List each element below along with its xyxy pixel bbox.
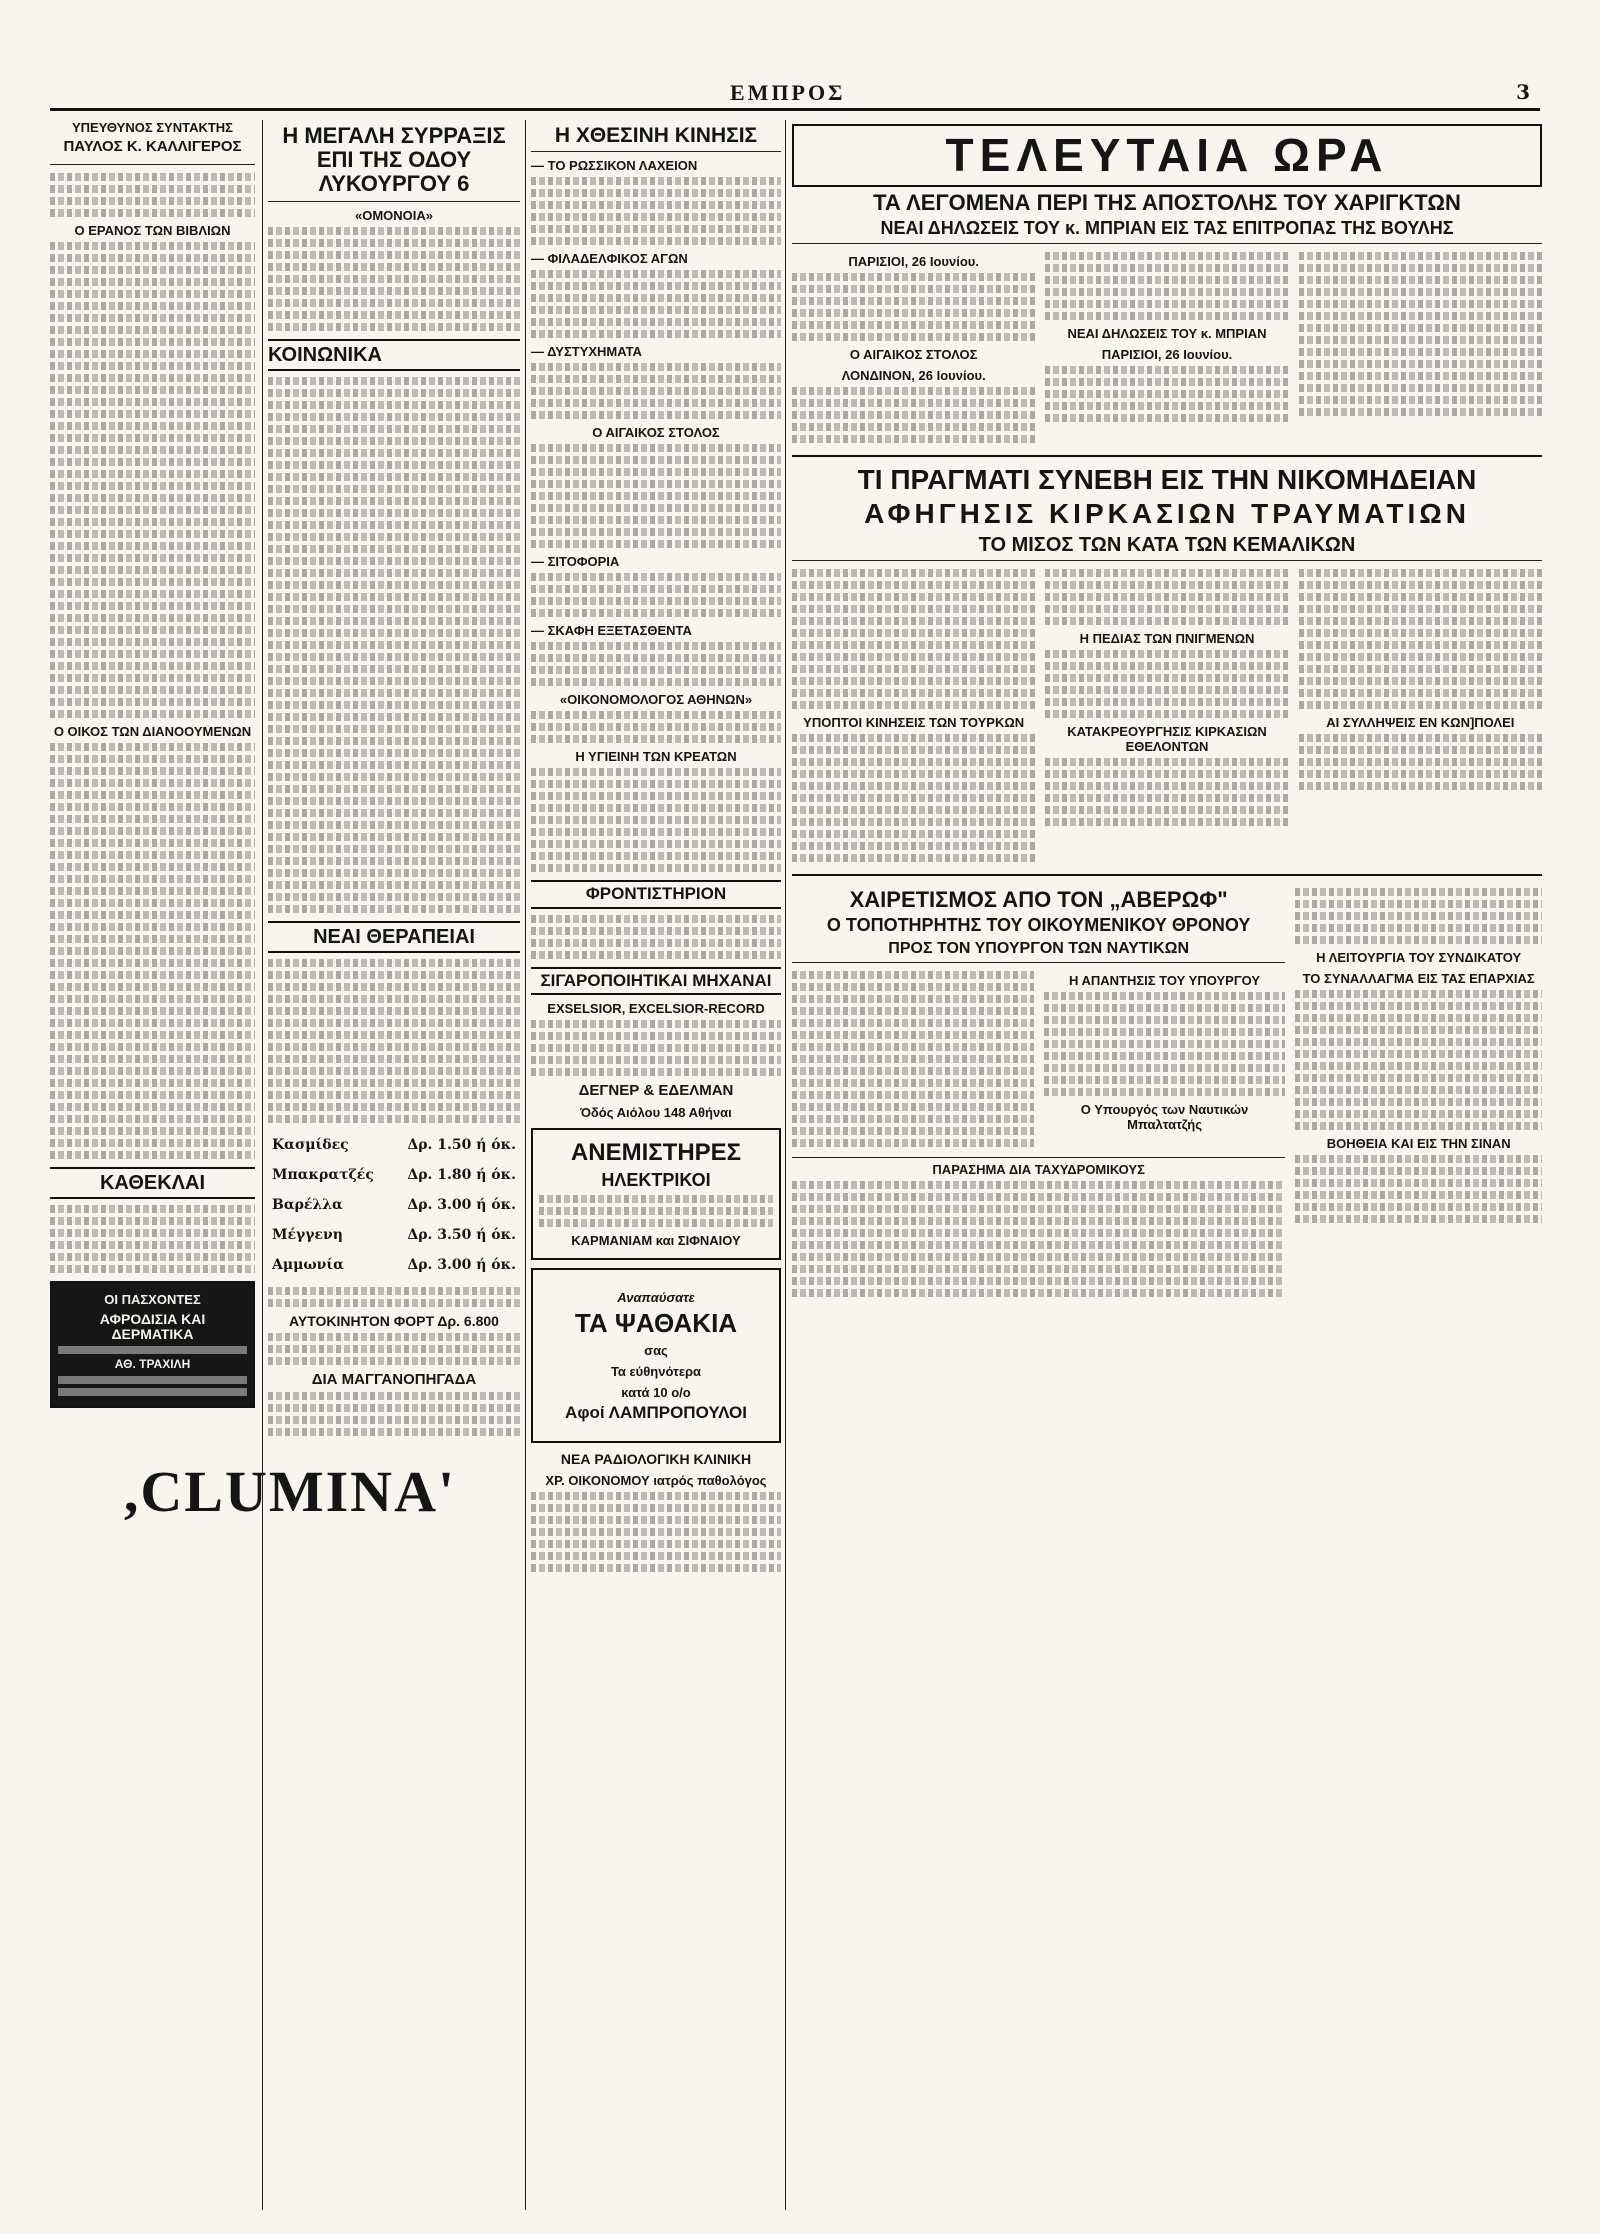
story-subhead: ΥΠΟΠΤΟΙ ΚΙΝΗΣΕΙΣ ΤΩΝ ΤΟΥΡΚΩΝ: [803, 715, 1025, 731]
auto-ford-line: ΑΥΤΟΚΙΝΗΤΟΝ ΦΟΡΤ Δρ. 6.800: [289, 1312, 499, 1329]
nikomedeia-subhead: ΑΦΗΓΗΣΙΣ ΚΙΡΚΑΣΙΩΝ ΤΡΑΥΜΑΤΙΩΝ: [864, 498, 1470, 530]
ygieini-heading: Η ΥΓΙΕΙΝΗ ΤΩΝ ΚΡΕΑΤΩΝ: [575, 749, 737, 765]
column-3: [531, 120, 781, 2210]
top-story-col: [1045, 248, 1288, 447]
averof-story: [792, 884, 1285, 1301]
story-subhead: Η ΠΕΔΙΑΣ ΤΩΝ ΠΝΙΓΜΕΝΩΝ: [1079, 631, 1255, 647]
price-list: [268, 1137, 520, 1273]
avgikos-heading: Ο ΑΙΓΑΙΚΟΣ ΣΤΟΛΟΣ: [592, 425, 720, 441]
xthesini-heading: Η ΧΘΕΣΙΝΗ ΚΙΝΗΣΙΣ: [531, 124, 781, 152]
nikomedeia-columns: [792, 565, 1542, 866]
column-rule: [785, 120, 786, 2210]
degner-heading: ΔΕΓΝΕΡ & ΕΔΕΛΜΑΝ: [578, 1082, 734, 1100]
top-story-col: [1299, 248, 1542, 447]
lower-section: [792, 884, 1542, 1301]
averof-subhead-1: Ο ΤΟΠΟΤΗΡΗΤΗΣ ΤΟΥ ΟΙΚΟΥΜΕΝΙΚΟΥ ΘΡΟΝΟΥ: [826, 915, 1251, 936]
oikonomologos-heading: «ΟΙΚΟΝΟΜΟΛΟΓΟΣ ΑΘΗΝΩΝ»: [559, 692, 753, 708]
averof-subhead-2: ΠΡΟΣ ΤΟΝ ΥΠΟΥΡΓΟΝ ΤΩΝ ΝΑΥΤΙΚΩΝ: [792, 940, 1285, 963]
klinike-heading: ΝΕΑ ΡΑΔΙΟΛΟΓΙΚΗ ΚΛΙΝΙΚΗ: [560, 1450, 752, 1467]
ad-line: Τα εύθηνότερα: [610, 1364, 702, 1380]
boitheia-heading: ΒΟΗΘΕΙΑ ΚΑΙ ΕΙΣ ΤΗΝ ΣΙΝΑΝ: [1326, 1136, 1511, 1152]
right-column: [1295, 884, 1542, 1301]
story-col: [792, 967, 1034, 1151]
price-item: Μπακρατζές: [272, 1166, 374, 1183]
newspaper-name: ΕΜΠΡΟΣ: [730, 80, 846, 105]
koinonika-heading: ΚΟΙΝΩΝΙΚΑ: [268, 339, 520, 371]
price-value: Δρ. 1.80 ή όκ.: [407, 1166, 516, 1183]
dateline: Ο ΑΙΓΑΙΚΟΣ ΣΤΟΛΟΣ: [849, 346, 978, 362]
ad-line: ΑΦΡΟΔΙΣΙΑ ΚΑΙ ΔΕΡΜΑΤΙΚΑ: [99, 1310, 206, 1343]
ad-line: Αναπαύσατε: [617, 1289, 695, 1305]
dateline: ΛΟΝΔΙΝΟΝ, 26 Ιουνίου.: [841, 367, 986, 383]
sitofora-heading: — ΣΙΤΟΦΟΡΙΑ: [531, 554, 620, 570]
parasima-heading: ΠΑΡΑΣΗΜΑ ΔΙΑ ΤΑΧΥΔΡΟΜΙΚΟΥΣ: [792, 1157, 1285, 1177]
price-value: Δρ. 1.50 ή όκ.: [407, 1136, 516, 1153]
ad-line: ΚΑΡΜΑΝΙΑΜ και ΣΙΦΝΑΙΟΥ: [571, 1232, 741, 1248]
ad-line: σας: [644, 1343, 668, 1359]
skafi-heading: — ΣΚΑΦΗ ΕΞΕΤΑΣΘΕΝΤΑ: [531, 623, 692, 639]
dateline: ΠΑΡΙΣΙΟΙ, 26 Ιουνίου.: [848, 253, 979, 269]
clumina-ad-title: ,CLUMINA': [123, 1459, 457, 1524]
column-rule: [262, 120, 263, 2210]
omonoia-heading: «ΟΜΟΝΟΙΑ»: [354, 207, 433, 223]
ad-line: ΑΝΕΜΙΣΤΗΡΕΣ: [570, 1139, 742, 1167]
column-2: [268, 120, 520, 2210]
story-subhead: ΑΙ ΣΥΛΛΗΨΕΙΣ ΕΝ ΚΩΝ]ΠΟΛΕΙ: [1326, 715, 1515, 731]
story-subhead: ΚΑΤΑΚΡΕΟΥΡΓΗΣΙΣ ΚΙΡΚΑΣΙΩΝ ΕΘΕΛΟΝΤΩΝ: [1067, 724, 1267, 755]
dateline: ΝΕΑΙ ΔΗΛΩΣΕΙΣ ΤΟΥ κ. ΜΠΡΙΑΝ: [1067, 325, 1267, 341]
nees-therapeiai-heading: ΝΕΑΙ ΘΕΡΑΠΕΙΑΙ: [268, 921, 520, 953]
ad-line: ΑΘ. ΤΡΑΧΙΛΗ: [114, 1357, 191, 1372]
story-col: [792, 565, 1035, 866]
page-masthead: [50, 80, 1540, 111]
leitourgia-subhead: ΤΟ ΣΥΝΑΛΛΑΓΜΑ ΕΙΣ ΤΑΣ ΕΠΑΡΧΙΑΣ: [1302, 971, 1535, 987]
price-item: Αμμωνία: [272, 1256, 344, 1273]
price-row: [272, 1197, 516, 1213]
leitourgia-heading: Η ΛΕΙΤΟΥΡΓΙΑ ΤΟΥ ΣΥΝΔΙΚΑΤΟΥ: [1316, 950, 1522, 966]
column-rule: [525, 120, 526, 2210]
editor-role: ΥΠΕΥΘΥΝΟΣ ΣΥΝΤΑΚΤΗΣ: [72, 120, 233, 135]
doctor-name: ΧΡ. ΟΙΚΟΝΟΜΟΥ ιατρός παθολόγος: [545, 1472, 767, 1488]
anemistires-ad: [531, 1128, 781, 1259]
editor-name: ΠΑΥΛΟΣ Κ. ΚΑΛΛΙΓΕΡΟΣ: [63, 137, 242, 155]
price-value: Δρ. 3.00 ή όκ.: [407, 1256, 516, 1273]
nikomedeia-subhead-2: ΤΟ ΜΙΣΟΣ ΤΩΝ ΚΑΤΑ ΤΩΝ ΚΕΜΑΛΙΚΩΝ: [792, 534, 1542, 561]
story-col: [1299, 565, 1542, 866]
nikomedeia-heading: ΤΙ ΠΡΑΓΜΑΤΙ ΣΥΝΕΒΗ ΕΙΣ ΤΗΝ ΝΙΚΟΜΗΔΕΙΑΝ: [857, 463, 1477, 495]
oikos-heading: Ο ΟΙΚΟΣ ΤΩΝ ΔΙΑΝΟΟΥΜΕΝΩΝ: [53, 724, 252, 740]
price-row: [272, 1137, 516, 1153]
banner-subhead-1: ΤΑ ΛΕΓΟΜΕΝΑ ΠΕΡΙ ΤΗΣ ΑΠΟΣΤΟΛΗΣ ΤΟΥ ΧΑΡΙΓΚΤΩΝ: [873, 189, 1461, 215]
ad-line: Αφοί ΛΑΜΠΡΟΠΟΥΛΟΙ: [565, 1403, 747, 1423]
price-row: [272, 1227, 516, 1243]
manganop-heading: ΔΙΑ ΜΑΓΓΑΝΟΠΗΓΑΔΑ: [311, 1370, 477, 1388]
eranos-heading: Ο ΕΡΑΝΟΣ ΤΩΝ ΒΙΒΛΙΩΝ: [74, 223, 231, 239]
price-row: [272, 1167, 516, 1183]
banner-heading: ΤΕΛΕΥΤΑΙΑ ΩΡΑ: [792, 124, 1542, 187]
ad-line: ΟΙ ΠΑΣΧΟΝΤΕΣ: [104, 1292, 201, 1308]
excelsior-line: EXSELSIOR, EXCELSIOR-RECORD: [547, 1001, 765, 1017]
agon-heading: — ΦΙΛΑΔΕΛΦΙΚΟΣ ΑΓΩΝ: [531, 251, 688, 267]
story-subhead: Η ΑΠΑΝΤΗΣΙΣ ΤΟΥ ΥΠΟΥΡΓΟΥ: [1068, 972, 1261, 988]
psathakia-ad: [531, 1268, 781, 1443]
price-item: Μέγγενη: [272, 1226, 343, 1243]
right-block: [792, 120, 1542, 2210]
top-story-col: [792, 248, 1035, 447]
top-story-columns: [792, 248, 1542, 447]
strike-heading: Η ΜΕΓΑΛΗ ΣΥΡΡΑΞΙΣ ΕΠΙ ΤΗΣ ΟΔΟΥ ΛΥΚΟΥΡΓΟΥ 6: [268, 124, 520, 202]
price-value: Δρ. 3.00 ή όκ.: [407, 1196, 516, 1213]
russiko-heading: — ΤΟ ΡΩΣΣΙΚΟΝ ΛΑΧΕΙΟΝ: [531, 158, 698, 174]
ad-line: ΗΛΕΚΤΡΙΚΟΙ: [601, 1169, 711, 1190]
sigaro-heading: ΣΙΓΑΡΟΠΟΙΗΤΙΚΑΙ ΜΗΧΑΝΑΙ: [531, 967, 781, 996]
ad-line: κατά 10 ο/ο: [621, 1385, 691, 1401]
pasxontes-ad: [50, 1281, 255, 1407]
price-item: Βαρέλλα: [272, 1196, 343, 1213]
column-1: [50, 120, 255, 2210]
signature-line: Ο Υπουργός των Ναυτικών Μπαλτατζής: [1080, 1101, 1249, 1132]
page-number: 3: [1516, 80, 1530, 104]
banner-subhead-2: ΝΕΑΙ ΔΗΛΩΣΕΙΣ ΤΟΥ κ. ΜΠΡΙΑΝ ΕΙΣ ΤΑΣ ΕΠΙΤΡΟΠΑΣ ΤΗΣ ΒΟΥΛΗΣ: [792, 219, 1542, 244]
kathekalai-heading: ΚΑΘΕΚΛΑΙ: [50, 1167, 255, 1199]
dateline: ΠΑΡΙΣΙΟΙ, 26 Ιουνίου.: [1101, 346, 1233, 362]
ad-line: ΤΑ ΨΑΘΑΚΙΑ: [574, 1307, 738, 1338]
averof-columns: [792, 967, 1285, 1151]
price-row: [272, 1257, 516, 1273]
price-item: Κασμίδες: [272, 1136, 349, 1153]
frontistirion-heading: ΦΡΟΝΤΙΣΤΗΡΙΟΝ: [531, 880, 781, 909]
degner-address: Όδός Αιόλου 148 Αθήναι: [580, 1105, 732, 1121]
averof-heading: ΧΑΙΡΕΤΙΣΜΟΣ ΑΠΟ ΤΟΝ „ΑΒΕΡΩΦ": [849, 887, 1228, 913]
story-col: [1045, 565, 1288, 866]
story-col: [1044, 967, 1286, 1151]
price-value: Δρ. 3.50 ή όκ.: [407, 1226, 516, 1243]
dystychimata-heading: — ΔΥΣΤΥΧΗΜΑΤΑ: [531, 344, 642, 360]
